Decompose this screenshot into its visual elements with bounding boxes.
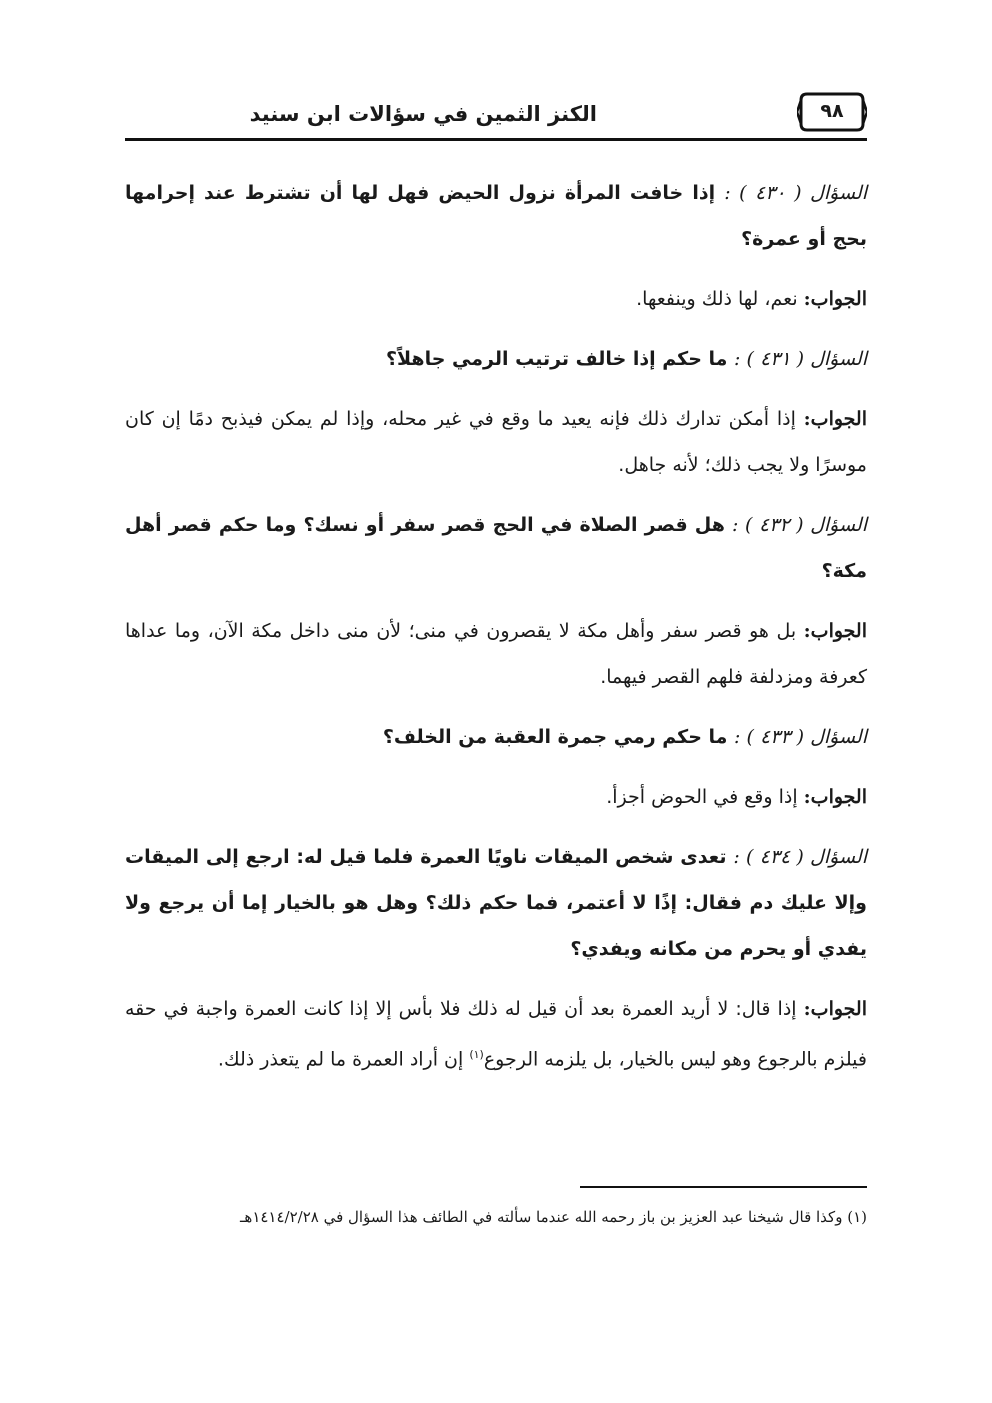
- question-label: السؤال ( ٤٣٤ ) :: [733, 846, 867, 868]
- question-label: السؤال ( ٤٣١ ) :: [734, 348, 867, 370]
- footnote-divider: [580, 1186, 867, 1188]
- question-text: ما حكم رمي جمرة العقبة من الخلف؟: [382, 726, 728, 748]
- question-text: تعدى شخص الميقات ناويًا العمرة فلما قيل له: ارجع إلى الميقات وإلا عليك دم فقال: إذًا لا أعتمر، فما حكم ذلك؟ وهل هو بالخيار إما أن يرجع ولا يفدي أو يحرم من مكانه ويفدي؟: [125, 846, 867, 960]
- page-number-frame: [797, 92, 867, 132]
- book-title: الكنز الثمين في سؤالات ابن سنيد: [249, 102, 597, 126]
- question-text: هل قصر الصلاة في الحج قصر سفر أو نسك؟ وما حكم قصر أهل مكة؟: [125, 514, 867, 582]
- question-label: السؤال ( ٤٣٢ ) :: [732, 514, 867, 536]
- answer-label: الجواب:: [803, 786, 867, 808]
- question-text: ما حكم إذا خالف ترتيب الرمي جاهلاً؟: [385, 348, 728, 370]
- answer-label: الجواب:: [803, 408, 867, 430]
- header-divider: [125, 138, 867, 141]
- answer-text: إذا وقع في الحوض أجزأ.: [606, 786, 798, 808]
- answer-431: [125, 396, 867, 488]
- answer-label: الجواب:: [803, 288, 867, 310]
- answer-432: [125, 608, 867, 700]
- question-432: [125, 502, 867, 594]
- answer-text: نعم، لها ذلك وينفعها.: [636, 288, 798, 310]
- answer-430: [125, 276, 867, 322]
- page-number: ٩٨: [820, 100, 844, 122]
- main-content: [125, 170, 867, 1096]
- answer-label: الجواب:: [803, 998, 867, 1020]
- question-434: [125, 834, 867, 972]
- answer-label: الجواب:: [803, 620, 867, 642]
- question-430: [125, 170, 867, 262]
- footnote: (١) وكذا قال شيخنا عبد العزيز بن باز رحمه الله عندما سألته في الطائف هذا السؤال في ١٤١٤/٢/٢٨هـ: [240, 1208, 867, 1226]
- answer-text-continued: إن أراد العمرة ما لم يتعذر ذلك.: [217, 1048, 470, 1071]
- question-label: السؤال ( ٤٣٣ ) :: [734, 726, 867, 748]
- page-header: [125, 88, 867, 138]
- answer-433: [125, 774, 867, 820]
- answer-text: إذا قال: لا أريد العمرة بعد أن قيل له ذلك فلا بأس إلا إذا كانت العمرة واجبة في حقه فيلزم بالرجوع وهو ليس بالخيار، بل يلزمه الرجوع: [125, 998, 867, 1071]
- question-433: [125, 714, 867, 760]
- question-label: السؤال ( ٤٣٠ ) :: [724, 182, 867, 204]
- answer-text: بل هو قصر سفر وأهل مكة لا يقصرون في منى؛ لأن منى داخل مكة الآن، وما عداها كعرفة ومزدلفة فلهم القصر فيهما.: [125, 620, 867, 688]
- question-431: [125, 336, 867, 382]
- answer-text: إذا أمكن تدارك ذلك فإنه يعيد ما وقع في غير محله، وإذا لم يمكن فيذبح دمًا إن كان موسرًا ولا يجب ذلك؛ لأنه جاهل.: [125, 408, 867, 476]
- question-text: إذا خافت المرأة نزول الحيض فهل لها أن تشترط عند إحرامها بحج أو عمرة؟: [125, 182, 867, 250]
- footnote-reference[interactable]: (١): [469, 1048, 484, 1061]
- answer-434: [125, 986, 867, 1082]
